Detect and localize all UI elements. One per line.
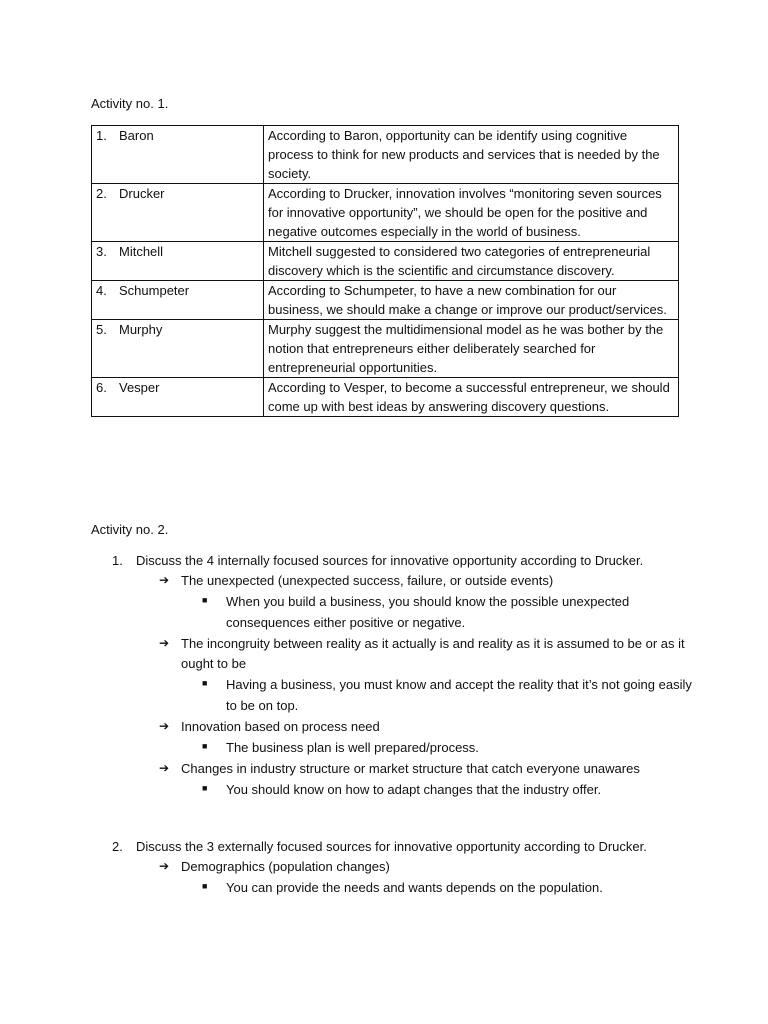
list-item: ➔ Demographics (population changes) (159, 857, 692, 877)
activity-1-heading: Activity no. 1. (91, 96, 169, 111)
row-number: 5. (96, 322, 107, 337)
row-name: Drucker (119, 186, 165, 201)
name-cell (92, 281, 264, 320)
name-cell (92, 378, 264, 417)
question-number: 2. (112, 839, 123, 854)
list-item: ➔ Changes in industry structure or market structure that catch everyone unawares (159, 759, 692, 779)
list-item: ■ You can provide the needs and wants depends on the population. (202, 877, 692, 898)
arrow-bullet-icon: ➔ (159, 573, 170, 587)
list-item: ■ You should know on how to adapt changes that the industry offer. (202, 779, 692, 800)
row-name: Schumpeter (119, 283, 190, 298)
row-number: 4. (96, 283, 107, 298)
square-bullet-icon: ■ (202, 881, 208, 891)
square-bullet-icon: ■ (202, 741, 208, 751)
table-row (92, 184, 679, 242)
table-row (92, 378, 679, 417)
square-bullet-icon: ■ (202, 678, 208, 688)
question-text: Discuss the 3 externally focused sources for innovative opportunity according to Drucker. (136, 839, 647, 854)
description-cell: According to Vesper, to become a successful entrepreneur, we should come up with best ideas by answering discovery questions. (264, 378, 679, 417)
name-cell (92, 126, 264, 184)
square-bullet-icon: ■ (202, 783, 208, 793)
activity-1-table (91, 125, 679, 417)
row-name: Murphy (119, 322, 163, 337)
row-number: 3. (96, 244, 107, 259)
arrow-bullet-icon: ➔ (159, 719, 170, 733)
row-name: Mitchell (119, 244, 164, 259)
row-name: Vesper (119, 380, 160, 395)
row-number: 1. (96, 128, 107, 143)
description-cell: According to Baron, opportunity can be identify using cognitive process to think for new products and services that is needed by the society. (264, 126, 679, 184)
question-2 (112, 837, 692, 898)
description-cell: According to Schumpeter, to have a new combination for our business, we should make a change or improve our product/services. (264, 281, 679, 320)
row-number: 6. (96, 380, 107, 395)
activity-2-heading: Activity no. 2. (91, 522, 169, 537)
arrow-bullet-icon: ➔ (159, 636, 170, 650)
question-number: 1. (112, 553, 123, 568)
arrow-bullet-icon: ➔ (159, 761, 170, 775)
list-item: ➔ The unexpected (unexpected success, failure, or outside events) (159, 571, 692, 591)
row-number: 2. (96, 186, 107, 201)
list-item: ■ When you build a business, you should know the possible unexpected consequences either positive or negative. (202, 591, 692, 633)
name-cell (92, 242, 264, 281)
list-item: ■ Having a business, you must know and accept the reality that it’s not going easily to be on top. (202, 674, 692, 716)
table-row (92, 126, 679, 184)
list-item: ➔ Innovation based on process need (159, 717, 692, 737)
table-row (92, 320, 679, 378)
square-bullet-icon: ■ (202, 595, 208, 605)
arrow-bullet-icon: ➔ (159, 859, 170, 873)
list-item: ➔ The incongruity between reality as it actually is and reality as it is assumed to be or as it ought to be (159, 634, 692, 674)
list-item: ■ The business plan is well prepared/process. (202, 737, 692, 758)
name-cell (92, 320, 264, 378)
table-row (92, 242, 679, 281)
name-cell (92, 184, 264, 242)
description-cell: According to Drucker, innovation involves “monitoring seven sources for innovative opportunity”, we should be open for the positive and negative outcomes especially in the world of business. (264, 184, 679, 242)
row-name: Baron (119, 128, 154, 143)
question-text: Discuss the 4 internally focused sources for innovative opportunity according to Drucker. (136, 553, 644, 568)
question-1 (112, 551, 692, 800)
description-cell: Mitchell suggested to considered two categories of entrepreneurial discovery which is the scientific and circumstance discovery. (264, 242, 679, 281)
description-cell: Murphy suggest the multidimensional model as he was bother by the notion that entrepreneurs either deliberately searched for entrepreneurial opportunities. (264, 320, 679, 378)
table-row (92, 281, 679, 320)
